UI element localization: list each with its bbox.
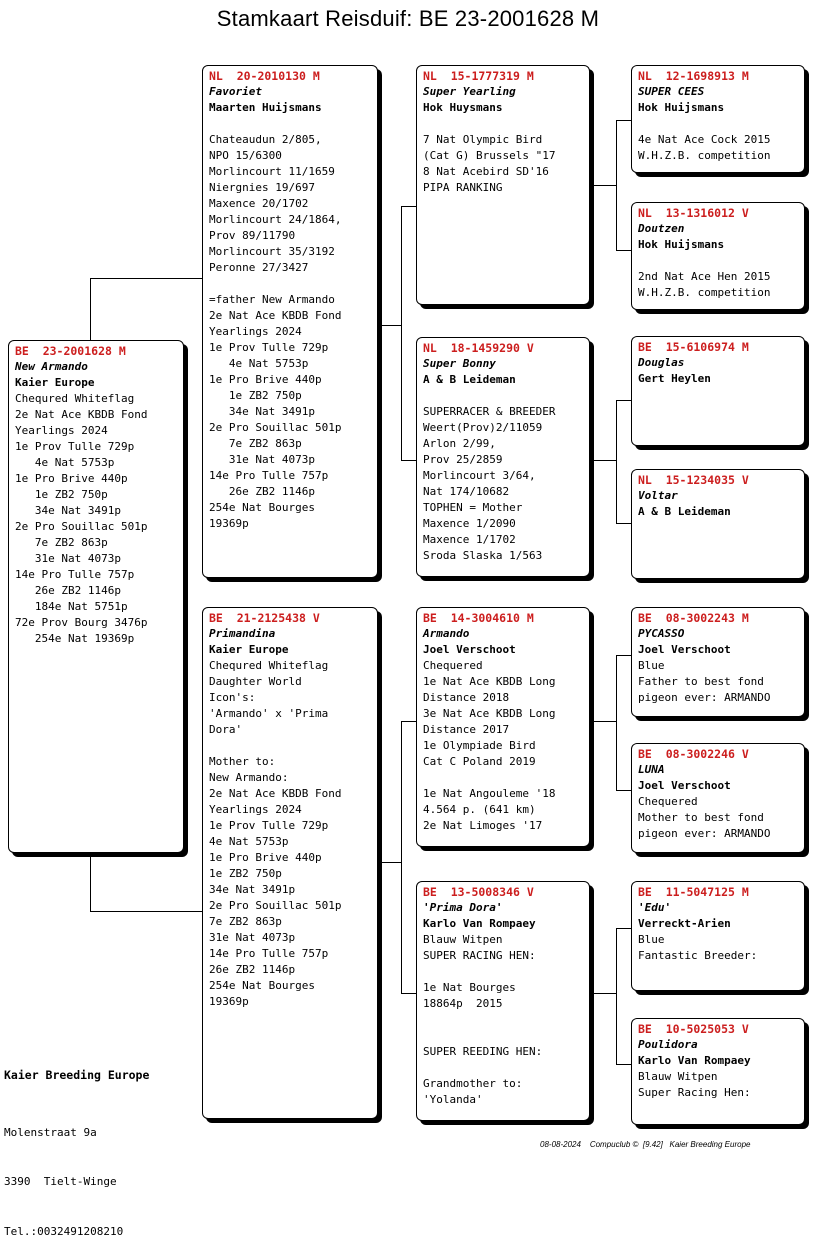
info-line: Yearlings 2024 bbox=[15, 424, 108, 437]
ring-number: NL 20-2010130 M bbox=[209, 69, 320, 83]
breeder-street: Molenstraat 9a bbox=[4, 1125, 97, 1139]
info-line: SUPERRACER & BREEDER bbox=[423, 405, 556, 418]
pigeon-name: 'Prima Dora' bbox=[423, 901, 503, 914]
info-line: 254e Nat Bourges bbox=[209, 501, 315, 514]
info-line: Blauw Witpen bbox=[423, 933, 503, 946]
ring-number: NL 18-1459290 V bbox=[423, 341, 534, 355]
info-line: Fantastic Breeder: bbox=[638, 949, 758, 962]
info-line: 2e Pro Souillac 501p bbox=[15, 520, 148, 533]
connector-line bbox=[594, 993, 616, 994]
info-line: Morlincourt 35/3192 bbox=[209, 245, 335, 258]
pigeon-card-father-father[interactable] bbox=[416, 65, 590, 305]
owner-name: Joel Verschoot bbox=[638, 643, 731, 656]
pigeon-card-mmm[interactable] bbox=[631, 1018, 805, 1125]
info-line: 2e Nat Ace KBDB Fond bbox=[15, 408, 148, 421]
info-line bbox=[209, 738, 373, 754]
info-line: Dora' bbox=[209, 723, 243, 736]
connector-line bbox=[90, 278, 91, 341]
connector-line bbox=[616, 120, 617, 250]
owner-name: Hok Huysmans bbox=[423, 101, 503, 114]
owner-name: Joel Verschoot bbox=[638, 779, 731, 792]
info-line: Yearlings 2024 bbox=[209, 803, 302, 816]
connector-line bbox=[616, 250, 632, 251]
info-line: SUPER REEDING HEN: bbox=[423, 1045, 543, 1058]
info-line: 2e Nat Ace KBDB Fond bbox=[209, 309, 342, 322]
owner-name: Kaier Europe bbox=[15, 376, 95, 389]
connector-line bbox=[401, 721, 402, 993]
info-line: 1e Prov Tulle 729p bbox=[15, 440, 135, 453]
pigeon-name: Favoriet bbox=[209, 85, 262, 98]
connector-line bbox=[401, 993, 417, 994]
info-line bbox=[423, 1060, 585, 1076]
pigeon-name: New Armando bbox=[15, 360, 88, 373]
info-line: 4.564 p. (641 km) bbox=[423, 803, 536, 816]
info-line: 8 Nat Acebird SD'16 bbox=[423, 165, 549, 178]
info-line: 19369p bbox=[209, 995, 249, 1008]
pigeon-card-mother-mother[interactable] bbox=[416, 881, 590, 1121]
footer-print-info: 08-08-2024 Compuclub © [9.42] Kaier Breeding Europe bbox=[540, 1140, 751, 1149]
info-line: Father to best fond bbox=[638, 675, 764, 688]
info-line: 7e ZB2 863p bbox=[209, 437, 302, 450]
info-line: Morlincourt 3/64, bbox=[423, 469, 536, 482]
info-line: Blauw Witpen bbox=[638, 1070, 718, 1083]
info-line: Weert(Prov)2/11059 bbox=[423, 421, 543, 434]
info-line: 254e Nat Bourges bbox=[209, 979, 315, 992]
connector-line bbox=[90, 278, 205, 279]
info-line: 1e Nat Angouleme '18 bbox=[423, 787, 556, 800]
info-line: 31e Nat 4073p bbox=[209, 931, 296, 944]
connector-line bbox=[616, 655, 632, 656]
connector-line bbox=[616, 928, 617, 1064]
info-line: Cat C Poland 2019 bbox=[423, 755, 536, 768]
pigeon-name: Doutzen bbox=[638, 222, 685, 235]
ring-number: BE 10-5025053 V bbox=[638, 1022, 749, 1036]
info-line: Chequred Whiteflag bbox=[209, 659, 329, 672]
info-line: 2nd Nat Ace Hen 2015 bbox=[638, 270, 771, 283]
info-line bbox=[423, 1028, 585, 1044]
info-line: Maxence 20/1702 bbox=[209, 197, 309, 210]
info-line: 14e Pro Tulle 757p bbox=[15, 568, 135, 581]
info-line: Chequered bbox=[423, 659, 483, 672]
ring-number: BE 23-2001628 M bbox=[15, 344, 126, 358]
info-line: 4e Nat 5753p bbox=[15, 456, 115, 469]
ring-number: NL 13-1316012 V bbox=[638, 206, 749, 220]
pigeon-name: Poulidora bbox=[638, 1038, 698, 1051]
info-line: 1e Prov Tulle 729p bbox=[209, 819, 329, 832]
pigeon-card-fmm[interactable] bbox=[631, 469, 805, 579]
info-line: 'Armando' x 'Prima bbox=[209, 707, 329, 720]
info-line: 254e Nat 19369p bbox=[15, 632, 135, 645]
info-line: =father New Armando bbox=[209, 293, 335, 306]
info-line: Icon's: bbox=[209, 691, 256, 704]
info-line: Nat 174/10682 bbox=[423, 485, 510, 498]
ring-number: BE 14-3004610 M bbox=[423, 611, 534, 625]
owner-name: Gert Heylen bbox=[638, 372, 711, 385]
info-line: 14e Pro Tulle 757p bbox=[209, 469, 329, 482]
pigeon-card-ffm[interactable] bbox=[631, 202, 805, 310]
info-line: 18864p 2015 bbox=[423, 997, 503, 1010]
ring-number: NL 15-1234035 V bbox=[638, 473, 749, 487]
info-line: 7e ZB2 863p bbox=[15, 536, 108, 549]
info-line: 2e Pro Souillac 501p bbox=[209, 899, 342, 912]
info-line: Prov 25/2859 bbox=[423, 453, 503, 466]
info-line: TOPHEN = Mother bbox=[423, 501, 523, 514]
info-line: 4e Nat 5753p bbox=[209, 357, 309, 370]
info-line: Super Racing Hen: bbox=[638, 1086, 751, 1099]
info-line: 1e Prov Tulle 729p bbox=[209, 341, 329, 354]
info-line: Chateaudun 2/805, bbox=[209, 133, 322, 146]
pigeon-card-mff[interactable] bbox=[631, 607, 805, 717]
pigeon-card-mmf[interactable] bbox=[631, 881, 805, 991]
info-line: 1e Pro Brive 440p bbox=[15, 472, 128, 485]
connector-line bbox=[401, 460, 417, 461]
connector-line bbox=[378, 325, 401, 326]
info-line bbox=[638, 253, 800, 269]
pigeon-name: PYCASSO bbox=[638, 627, 685, 640]
connector-line bbox=[90, 852, 91, 912]
info-line: 7 Nat Olympic Bird bbox=[423, 133, 543, 146]
connector-line bbox=[616, 790, 632, 791]
owner-name: Hok Huijsmans bbox=[638, 101, 725, 114]
ring-number: BE 08-3002243 M bbox=[638, 611, 749, 625]
info-line: Daughter World bbox=[209, 675, 302, 688]
info-line: 26e ZB2 1146p bbox=[209, 963, 296, 976]
info-line: 1e ZB2 750p bbox=[209, 867, 282, 880]
info-line: (Cat G) Brussels "17 bbox=[423, 149, 556, 162]
ring-number: NL 12-1698913 M bbox=[638, 69, 749, 83]
connector-line bbox=[401, 206, 402, 460]
pigeon-card-subject[interactable] bbox=[8, 340, 184, 853]
info-line: 1e ZB2 750p bbox=[15, 488, 108, 501]
connector-line bbox=[616, 120, 632, 121]
connector-line bbox=[616, 523, 632, 524]
pigeon-name: Armando bbox=[423, 627, 470, 640]
info-line: 1e Nat Ace KBDB Long bbox=[423, 675, 556, 688]
info-line bbox=[638, 116, 800, 132]
info-line: 31e Nat 4073p bbox=[15, 552, 121, 565]
info-line: Mother to: bbox=[209, 755, 276, 768]
info-line: 1e ZB2 750p bbox=[209, 389, 302, 402]
owner-name: Kaier Europe bbox=[209, 643, 289, 656]
owner-name: Maarten Huijsmans bbox=[209, 101, 322, 114]
info-line: 19369p bbox=[209, 517, 249, 530]
info-line: 34e Nat 3491p bbox=[209, 405, 315, 418]
info-line: Blue bbox=[638, 659, 665, 672]
info-line: Peronne 27/3427 bbox=[209, 261, 309, 274]
info-line: Maxence 1/2090 bbox=[423, 517, 516, 530]
connector-line bbox=[594, 460, 616, 461]
info-line: 72e Prov Bourg 3476p bbox=[15, 616, 148, 629]
info-line: Distance 2018 bbox=[423, 691, 510, 704]
info-line: 1e Pro Brive 440p bbox=[209, 373, 322, 386]
info-line bbox=[423, 770, 585, 786]
connector-line bbox=[594, 721, 616, 722]
pigeon-card-fff[interactable] bbox=[631, 65, 805, 173]
info-line bbox=[209, 116, 373, 132]
info-line: 2e Pro Souillac 501p bbox=[209, 421, 342, 434]
info-line: 2e Nat Ace KBDB Fond bbox=[209, 787, 342, 800]
ring-number: NL 15-1777319 M bbox=[423, 69, 534, 83]
pigeon-card-mother[interactable] bbox=[202, 607, 378, 1119]
info-line bbox=[423, 116, 585, 132]
pigeon-card-mfm[interactable] bbox=[631, 743, 805, 853]
info-line: Yearlings 2024 bbox=[209, 325, 302, 338]
connector-line bbox=[378, 862, 401, 863]
info-line: Chequred Whiteflag bbox=[15, 392, 135, 405]
info-line: 3e Nat Ace KBDB Long bbox=[423, 707, 556, 720]
info-line: 7e ZB2 863p bbox=[209, 915, 282, 928]
info-line: Mother to best fond bbox=[638, 811, 764, 824]
owner-name: A & B Leideman bbox=[638, 505, 731, 518]
info-line: Grandmother to: bbox=[423, 1077, 523, 1090]
info-line: Prov 89/11790 bbox=[209, 229, 296, 242]
info-line: 26e ZB2 1146p bbox=[209, 485, 315, 498]
connector-line bbox=[90, 911, 205, 912]
info-line: 2e Nat Limoges '17 bbox=[423, 819, 543, 832]
pigeon-card-mother-father[interactable] bbox=[416, 607, 590, 847]
connector-line bbox=[616, 1064, 632, 1065]
ring-number: BE 11-5047125 M bbox=[638, 885, 749, 899]
owner-name: A & B Leideman bbox=[423, 373, 516, 386]
ring-number: BE 15-6106974 M bbox=[638, 340, 749, 354]
info-line: New Armando: bbox=[209, 771, 289, 784]
info-line: 14e Pro Tulle 757p bbox=[209, 947, 329, 960]
pigeon-name: 'Edu' bbox=[638, 901, 672, 914]
info-line: Morlincourt 24/1864, bbox=[209, 213, 342, 226]
connector-line bbox=[616, 400, 617, 523]
pigeon-name: LUNA bbox=[638, 763, 665, 776]
connector-line bbox=[616, 928, 632, 929]
info-line bbox=[209, 276, 373, 292]
owner-name: Karlo Van Rompaey bbox=[423, 917, 536, 930]
info-line: Morlincourt 11/1659 bbox=[209, 165, 335, 178]
owner-name: Verreckt-Arien bbox=[638, 917, 731, 930]
info-line: Sroda Slaska 1/563 bbox=[423, 549, 543, 562]
connector-line bbox=[616, 655, 617, 790]
info-line: Chequered bbox=[638, 795, 698, 808]
info-line bbox=[423, 1012, 585, 1028]
info-line: 26e ZB2 1146p bbox=[15, 584, 121, 597]
pigeon-card-father-mother[interactable] bbox=[416, 337, 590, 577]
info-line: Maxence 1/1702 bbox=[423, 533, 516, 546]
info-line: 31e Nat 4073p bbox=[209, 453, 315, 466]
info-line: pigeon ever: ARMANDO bbox=[638, 691, 771, 704]
info-line: 4e Nat 5753p bbox=[209, 835, 289, 848]
owner-name: Joel Verschoot bbox=[423, 643, 516, 656]
connector-line bbox=[401, 206, 417, 207]
ring-number: BE 08-3002246 V bbox=[638, 747, 749, 761]
breeder-name: Kaier Breeding Europe bbox=[4, 1068, 150, 1082]
info-line: NPO 15/6300 bbox=[209, 149, 282, 162]
connector-line bbox=[401, 721, 417, 722]
info-line: Blue bbox=[638, 933, 665, 946]
info-line: 1e Nat Bourges bbox=[423, 981, 516, 994]
owner-name: Hok Huijsmans bbox=[638, 238, 725, 251]
connector-line bbox=[616, 400, 632, 401]
info-line bbox=[423, 964, 585, 980]
pigeon-name: Douglas bbox=[638, 356, 685, 369]
info-line: 34e Nat 3491p bbox=[15, 504, 121, 517]
info-line: W.H.Z.B. competition bbox=[638, 149, 771, 162]
ring-number: BE 21-2125438 V bbox=[209, 611, 320, 625]
breeder-info bbox=[4, 1034, 149, 1257]
info-line: 34e Nat 3491p bbox=[209, 883, 296, 896]
pigeon-card-father[interactable] bbox=[202, 65, 378, 578]
page-title: Stamkaart Reisduif: BE 23-2001628 M bbox=[216, 6, 600, 31]
info-line: 1e Pro Brive 440p bbox=[209, 851, 322, 864]
info-line: 1e Olympiade Bird bbox=[423, 739, 536, 752]
info-line: Distance 2017 bbox=[423, 723, 510, 736]
info-line: 'Yolanda' bbox=[423, 1093, 483, 1106]
pigeon-card-fmf[interactable] bbox=[631, 336, 805, 446]
breeder-phone: Tel.:0032491208210 bbox=[4, 1224, 124, 1238]
owner-name: Karlo Van Rompaey bbox=[638, 1054, 751, 1067]
info-line: pigeon ever: ARMANDO bbox=[638, 827, 771, 840]
info-line: Arlon 2/99, bbox=[423, 437, 496, 450]
ring-number: BE 13-5008346 V bbox=[423, 885, 534, 899]
breeder-city: 3390 Tielt-Winge bbox=[4, 1175, 117, 1188]
info-line bbox=[423, 388, 585, 404]
pigeon-name: Voltar bbox=[638, 489, 678, 502]
pigeon-name: Super Bonny bbox=[423, 357, 496, 370]
info-line: 184e Nat 5751p bbox=[15, 600, 128, 613]
info-line: 4e Nat Ace Cock 2015 bbox=[638, 133, 771, 146]
pigeon-name: Primandina bbox=[209, 627, 276, 640]
info-line: Niergnies 19/697 bbox=[209, 181, 315, 194]
info-line: PIPA RANKING bbox=[423, 181, 503, 194]
connector-line bbox=[594, 185, 616, 186]
info-line: SUPER RACING HEN: bbox=[423, 949, 536, 962]
info-line: W.H.Z.B. competition bbox=[638, 286, 771, 299]
pigeon-name: SUPER CEES bbox=[638, 85, 705, 98]
pigeon-name: Super Yearling bbox=[423, 85, 516, 98]
